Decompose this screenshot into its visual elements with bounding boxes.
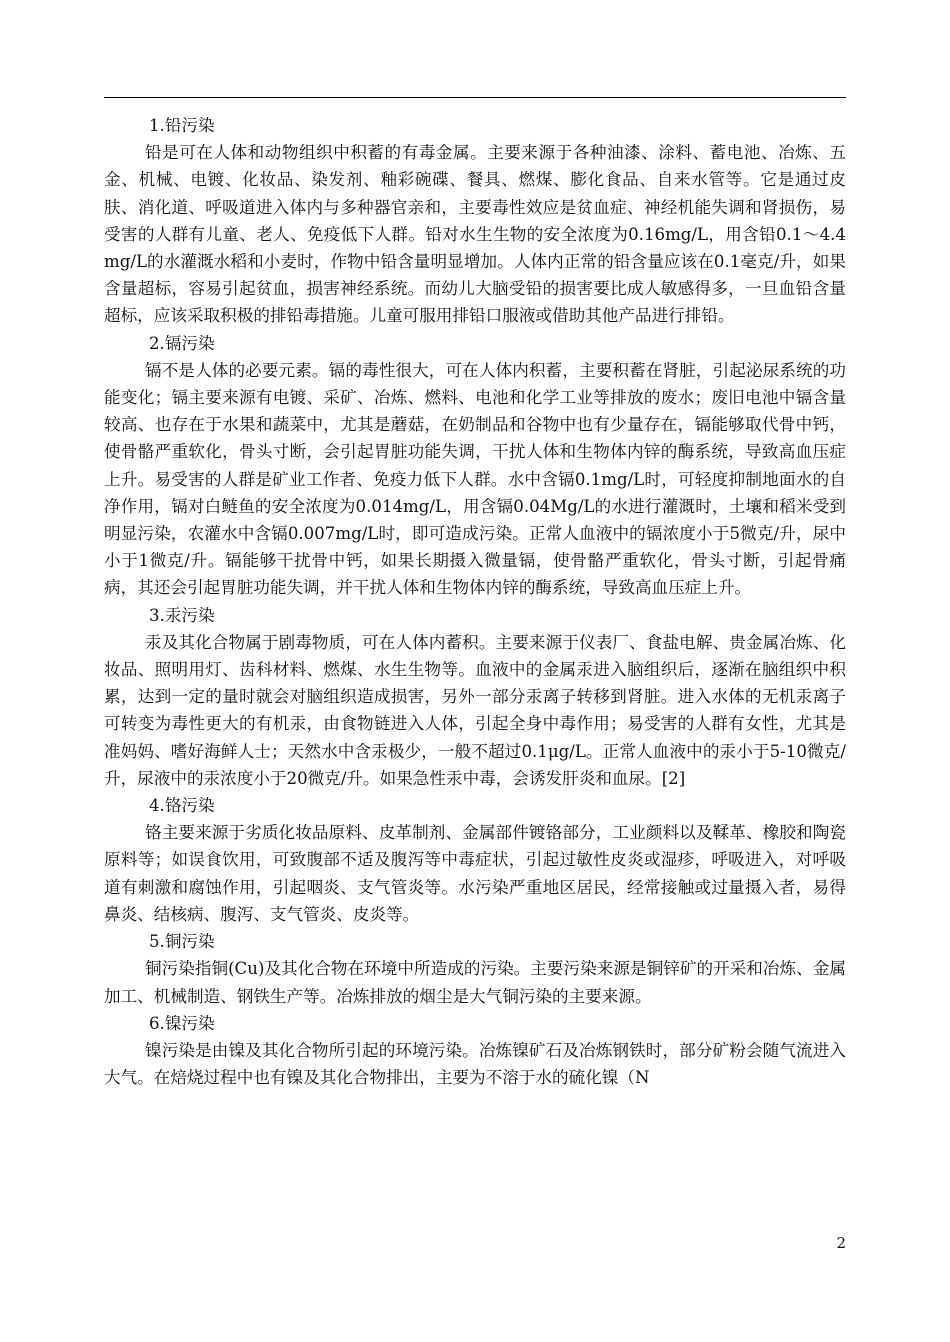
document-body xyxy=(104,112,846,1091)
section-text-copper: 铜污染指铜(Cu)及其化合物在环境中所造成的污染。主要污染来源是铜锌矿的开采和冶炼、金属加工、机械制造、钢铁生产等。冶炼排放的烟尘是大气铜污染的主要来源。 xyxy=(104,959,846,1006)
section-heading-copper: 5.铜污染 xyxy=(149,932,215,952)
page-number: 2 xyxy=(836,1234,846,1252)
section-text-mercury: 汞及其化合物属于剧毒物质，可在人体内蓄积。主要来源于仪表厂、食盐电解、贵金属冶炼、化妆品、照明用灯、齿科材料、燃煤、水生生物等。血液中的金属汞进入脑组织后，逐渐在脑组织中积累，达到一定的量时就会对脑组织造成损害，另外一部分汞离子转移到肾脏。进入水体的无机汞离子可转变为毒性更大的有机汞，由食物链进入人体，引起全身中毒作用；易受害的人群有女性，尤其是准妈妈、嗜好海鲜人士；天然水中含汞极少，一般不超过0.1μg/L。正常人血液中的汞小于5-10微克/升，尿液中的汞浓度小于20微克/升。如果急性汞中毒，会诱发肝炎和血尿。[2] xyxy=(104,632,846,788)
section-text-lead: 铅是可在人体和动物组织中积蓄的有毒金属。主要来源于各种油漆、涂料、蓄电池、冶炼、五金、机械、电镀、化妆品、染发剂、釉彩碗碟、餐具、燃煤、膨化食品、自来水管等。它是通过皮肤、消化道、呼吸道进入体内与多种器官亲和，主要毒性效应是贫血症、神经机能失调和肾损伤，易受害的人群有儿童、老人、免疫低下人群。铅对水生生物的安全浓度为0.16mg/L，用含铅0.1～4.4mg/L的水灌溉水稻和小麦时，作物中铅含量明显增加。人体内正常的铅含量应该在0.1毫克/升，如果含量超标，容易引起贫血，损害神经系统。而幼儿大脑受铅的损害要比成人敏感得多，一旦血铅含量超标，应该采取积极的排铅毒措施。儿童可服用排铅口服液或借助其他产品进行排铅。 xyxy=(104,143,846,326)
section-text-chromium: 铬主要来源于劣质化妆品原料、皮革制剂、金属部件镀铬部分，工业颜料以及鞣革、橡胶和陶瓷原料等；如误食饮用，可致腹部不适及腹泻等中毒症状，引起过敏性皮炎或湿疹，呼吸进入，对呼吸道有刺激和腐蚀作用，引起咽炎、支气管炎等。水污染严重地区居民，经常接触或过量摄入者，易得鼻炎、结核病、腹泻、支气管炎、皮炎等。 xyxy=(104,823,846,924)
section-heading-lead: 1.铅污染 xyxy=(149,116,215,135)
section-heading-mercury: 3.汞污染 xyxy=(149,605,215,625)
section-text-nickel: 镍污染是由镍及其化合物所引起的环境污染。冶炼镍矿石及冶炼钢铁时，部分矿粉会随气流进入大气。在焙烧过程中也有镍及其化合物排出，主要为不溶于水的硫化镍（N xyxy=(104,1040,846,1088)
section-text-cadmium: 镉不是人体的必要元素。镉的毒性很大，可在人体内积蓄，主要积蓄在肾脏，引起泌尿系统的功能变化；镉主要来源有电镀、采矿、冶炼、燃料、电池和化学工业等排放的废水；废旧电池中镉含量较高、也存在于水果和蔬菜中，尤其是蘑菇，在奶制品和谷物中也有少量存在，镉能够取代骨中钙，使骨骼严重软化，骨头寸断，会引起胃脏功能失调，干扰人体和生物体内锌的酶系统，导致高血压症上升。易受害的人群是矿业工作者、免疫力低下人群。水中含镉0.1mg/L时，可轻度抑制地面水的自净作用，镉对白鲢鱼的安全浓度为0.014mg/L，用含镉0.04Mg/L的水进行灌溉时，土壤和稻米受到明显污染，农灌水中含镉0.007mg/L时，即可造成污染。正常人血液中的镉浓度小于5微克/升，尿中小于1微克/升。镉能够干扰骨中钙，如果长期摄入微量镉，使骨骼严重软化，骨头寸断，引起骨痛病，其还会引起胃脏功能失调，并干扰人体和生物体内锌的酶系统，导致高血压症上升。 xyxy=(104,360,846,598)
section-heading-nickel: 6.镍污染 xyxy=(149,1013,215,1033)
header-rule xyxy=(104,97,846,98)
section-heading-chromium: 4.铬污染 xyxy=(149,796,215,816)
section-heading-cadmium: 2.镉污染 xyxy=(149,333,215,353)
